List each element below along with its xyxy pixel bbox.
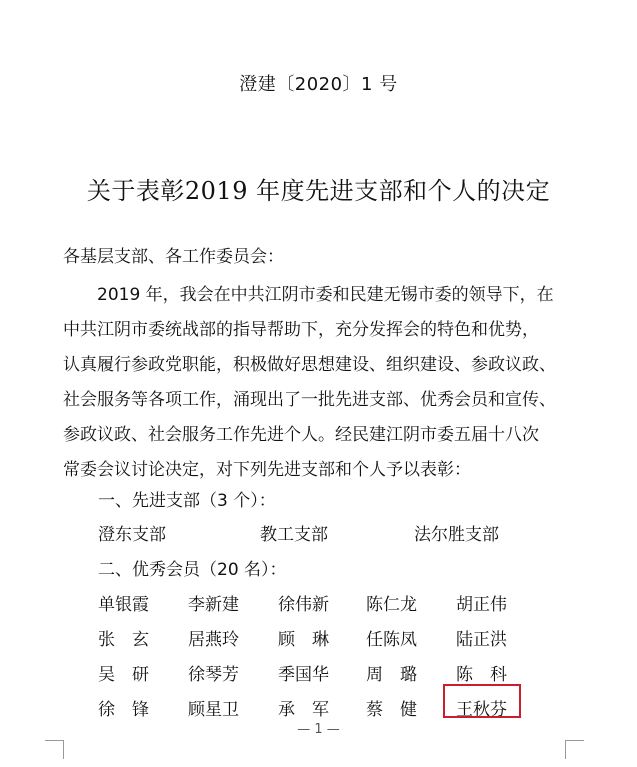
corner-mark-left — [45, 740, 64, 759]
page-number: — 1 — — [297, 722, 340, 737]
body-line: 社会服务等各项工作，涌现出了一批先进支部、优秀会员和宣传、 — [63, 390, 556, 410]
document-number: 澄建〔2020〕1 号 — [239, 74, 398, 95]
body-line: 中共江阴市委统战部的指导帮助下，充分发挥会的特色和优势， — [63, 320, 539, 340]
highlight-box — [443, 684, 521, 718]
body-paragraph — [63, 278, 573, 488]
member-name: 居燕玲 — [188, 630, 239, 650]
branch-item: 法尔胜支部 — [414, 525, 499, 545]
member-name: 陆正洪 — [456, 630, 507, 650]
body-line: 参政议政、社会服务工作先进个人。经民建江阴市委五届十八次 — [63, 425, 539, 445]
member-name: 张 玄 — [98, 630, 149, 650]
member-name: 周 璐 — [366, 665, 417, 685]
member-name: 蔡 健 — [366, 700, 417, 720]
member-row — [98, 625, 558, 660]
body-line: 认真履行参政党职能，积极做好思想建设、组织建设、参政议政、 — [63, 355, 556, 375]
member-name: 吴 研 — [98, 665, 149, 685]
branch-item: 澄东支部 — [98, 525, 166, 545]
member-name-highlighted: 王秋芬 — [456, 700, 507, 720]
member-name: 顾星卫 — [188, 700, 239, 720]
body-line: 2019 年，我会在中共江阴市委和民建无锡市委的领导下，在 — [97, 285, 554, 305]
member-name: 承 军 — [278, 700, 329, 720]
member-name: 徐琴芳 — [188, 665, 239, 685]
member-name: 陈仁龙 — [366, 595, 417, 615]
corner-mark-right — [565, 740, 584, 759]
section-heading-branches: 一、先进支部（3 个）： — [98, 491, 276, 511]
body-line: 常委会议讨论决定，对下列先进支部和个人予以表彰： — [63, 460, 471, 480]
member-name: 陈 科 — [456, 665, 507, 685]
member-name: 胡正伟 — [456, 595, 507, 615]
branch-item: 教工支部 — [260, 525, 328, 545]
member-name: 单银霞 — [98, 595, 149, 615]
member-row — [98, 590, 558, 625]
member-name: 顾 琳 — [278, 630, 329, 650]
member-name: 徐伟新 — [278, 595, 329, 615]
member-name: 任陈凤 — [366, 630, 417, 650]
salutation: 各基层支部、各工作委员会： — [63, 247, 284, 267]
document-title: 关于表彰2019 年度先进支部和个人的决定 — [86, 177, 551, 205]
member-name: 徐 锋 — [98, 700, 149, 720]
member-name: 李新建 — [188, 595, 239, 615]
section-heading-members: 二、优秀会员（20 名）： — [98, 560, 287, 580]
member-name: 季国华 — [278, 665, 329, 685]
